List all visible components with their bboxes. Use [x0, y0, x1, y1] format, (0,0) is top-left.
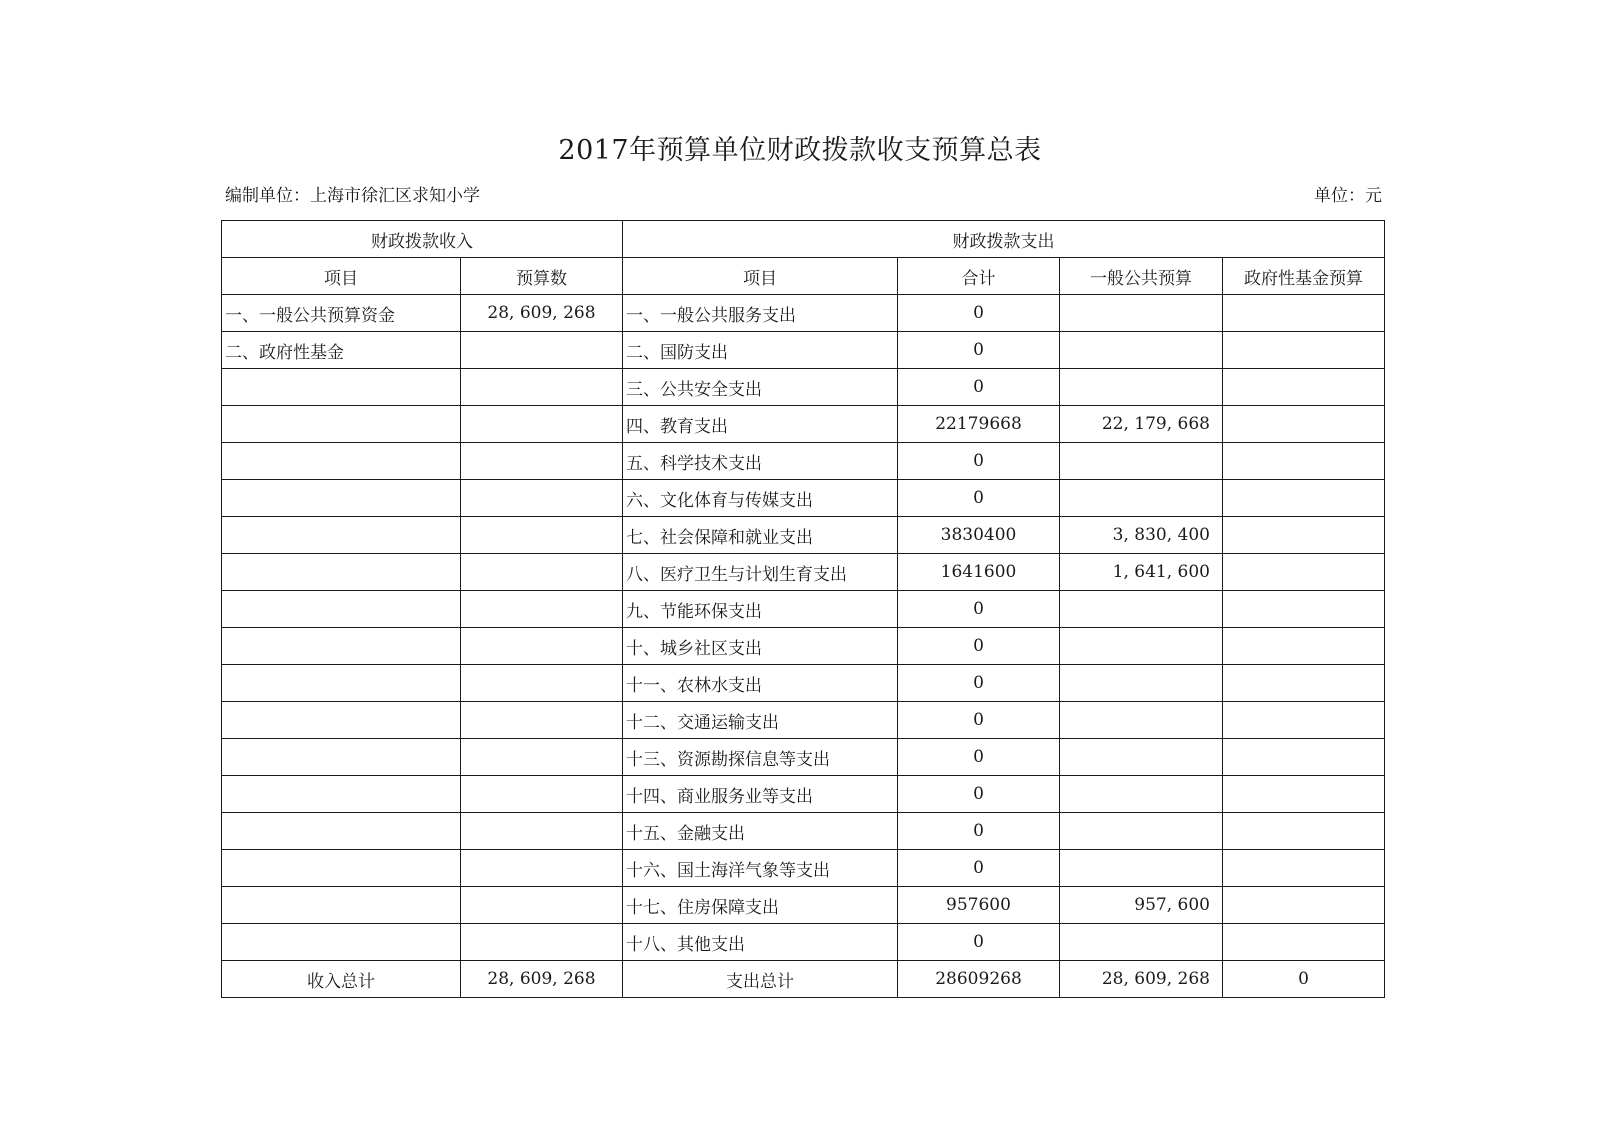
expense-total-cell: 0	[898, 739, 1060, 776]
expense-total-cell: 0	[898, 776, 1060, 813]
table-row	[222, 554, 1385, 591]
expense-general-cell	[1060, 850, 1223, 887]
expense-item-cell: 九、节能环保支出	[623, 591, 898, 628]
table-row	[222, 813, 1385, 850]
expense-item-cell: 四、教育支出	[623, 406, 898, 443]
income-amount-header: 预算数	[461, 258, 623, 295]
income-item-cell	[222, 813, 461, 850]
table-row	[222, 443, 1385, 480]
expense-general-cell: 3, 830, 400	[1060, 517, 1223, 554]
income-item-cell	[222, 369, 461, 406]
income-amount-cell	[461, 850, 623, 887]
expense-total-cell: 1641600	[898, 554, 1060, 591]
income-item-cell	[222, 628, 461, 665]
expense-fund-cell	[1223, 665, 1385, 702]
income-item-cell	[222, 554, 461, 591]
expense-general-cell	[1060, 776, 1223, 813]
expense-item-cell: 六、文化体育与传媒支出	[623, 480, 898, 517]
income-item-cell	[222, 480, 461, 517]
income-total-amount: 28, 609, 268	[461, 961, 623, 998]
table-row	[222, 480, 1385, 517]
expense-total-cell: 0	[898, 443, 1060, 480]
income-item-cell	[222, 443, 461, 480]
expense-fund-cell	[1223, 628, 1385, 665]
income-amount-cell	[461, 702, 623, 739]
expense-item-cell: 一、一般公共服务支出	[623, 295, 898, 332]
income-item-header: 项目	[222, 258, 461, 295]
table-row	[222, 591, 1385, 628]
income-total-label: 收入总计	[222, 961, 461, 998]
expense-fund-cell	[1223, 887, 1385, 924]
expense-general-cell	[1060, 702, 1223, 739]
income-amount-cell	[461, 517, 623, 554]
expense-general-header: 一般公共预算	[1060, 258, 1223, 295]
expense-item-cell: 十三、资源勘探信息等支出	[623, 739, 898, 776]
income-amount-cell	[461, 554, 623, 591]
expense-fund-cell	[1223, 813, 1385, 850]
income-amount-cell	[461, 887, 623, 924]
header-group-row	[222, 221, 1385, 258]
expense-item-cell: 十一、农林水支出	[623, 665, 898, 702]
compiling-unit: 编制单位：上海市徐汇区求知小学	[225, 186, 480, 206]
expense-general-cell	[1060, 628, 1223, 665]
income-item-cell	[222, 591, 461, 628]
expense-general-cell	[1060, 665, 1223, 702]
expense-fund-cell	[1223, 924, 1385, 961]
expense-fund-header: 政府性基金预算	[1223, 258, 1385, 295]
expense-general-cell: 1, 641, 600	[1060, 554, 1223, 591]
expense-general-cell: 22, 179, 668	[1060, 406, 1223, 443]
income-amount-cell	[461, 776, 623, 813]
expense-fund-cell	[1223, 517, 1385, 554]
expense-total-cell: 0	[898, 332, 1060, 369]
expense-fund-cell	[1223, 850, 1385, 887]
expense-total-cell: 0	[898, 480, 1060, 517]
expense-total-cell: 0	[898, 813, 1060, 850]
table-row	[222, 517, 1385, 554]
income-amount-cell	[461, 924, 623, 961]
expense-total-cell: 957600	[898, 887, 1060, 924]
table-row	[222, 406, 1385, 443]
income-item-cell	[222, 517, 461, 554]
expense-item-cell: 二、国防支出	[623, 332, 898, 369]
expense-total-cell: 0	[898, 924, 1060, 961]
income-item-cell	[222, 665, 461, 702]
income-item-cell: 二、政府性基金	[222, 332, 461, 369]
table-row	[222, 887, 1385, 924]
expense-total-cell: 22179668	[898, 406, 1060, 443]
expense-general-cell	[1060, 369, 1223, 406]
expense-fund-total: 0	[1223, 961, 1385, 998]
table-row	[222, 665, 1385, 702]
header-column-row	[222, 258, 1385, 295]
table-row	[222, 369, 1385, 406]
income-group-header: 财政拨款收入	[222, 221, 623, 258]
expense-fund-cell	[1223, 295, 1385, 332]
expense-total-cell: 0	[898, 591, 1060, 628]
table-row	[222, 332, 1385, 369]
expense-general-cell	[1060, 480, 1223, 517]
expense-fund-cell	[1223, 591, 1385, 628]
expense-total-cell: 0	[898, 702, 1060, 739]
expense-general-cell: 957, 600	[1060, 887, 1223, 924]
income-amount-cell	[461, 406, 623, 443]
table-row	[222, 776, 1385, 813]
expense-item-cell: 八、医疗卫生与计划生育支出	[623, 554, 898, 591]
table-row	[222, 924, 1385, 961]
income-item-cell	[222, 850, 461, 887]
expense-total-cell: 0	[898, 628, 1060, 665]
income-item-cell	[222, 887, 461, 924]
expense-item-cell: 十、城乡社区支出	[623, 628, 898, 665]
budget-table	[221, 220, 1385, 998]
income-amount-cell	[461, 591, 623, 628]
expense-total-label: 支出总计	[623, 961, 898, 998]
income-amount-cell	[461, 369, 623, 406]
expense-general-cell	[1060, 924, 1223, 961]
expense-item-cell: 十六、国土海洋气象等支出	[623, 850, 898, 887]
expense-fund-cell	[1223, 332, 1385, 369]
income-amount-cell	[461, 665, 623, 702]
expense-fund-cell	[1223, 369, 1385, 406]
income-item-cell	[222, 406, 461, 443]
expense-fund-cell	[1223, 480, 1385, 517]
expense-total-cell: 0	[898, 850, 1060, 887]
expense-fund-cell	[1223, 406, 1385, 443]
expense-general-cell	[1060, 739, 1223, 776]
expense-item-cell: 五、科学技术支出	[623, 443, 898, 480]
table-row	[222, 739, 1385, 776]
expense-general-total: 28, 609, 268	[1060, 961, 1223, 998]
income-item-cell	[222, 776, 461, 813]
income-amount-cell	[461, 813, 623, 850]
expense-general-cell	[1060, 591, 1223, 628]
expense-fund-cell	[1223, 554, 1385, 591]
income-amount-cell	[461, 628, 623, 665]
expense-total-cell: 0	[898, 295, 1060, 332]
expense-item-cell: 十七、住房保障支出	[623, 887, 898, 924]
expense-total-cell: 0	[898, 665, 1060, 702]
expense-item-cell: 十八、其他支出	[623, 924, 898, 961]
table-row	[222, 702, 1385, 739]
income-item-cell	[222, 702, 461, 739]
expense-total-cell: 3830400	[898, 517, 1060, 554]
expense-fund-cell	[1223, 776, 1385, 813]
expense-item-header: 项目	[623, 258, 898, 295]
expense-item-cell: 十二、交通运输支出	[623, 702, 898, 739]
expense-fund-cell	[1223, 739, 1385, 776]
expense-item-cell: 十四、商业服务业等支出	[623, 776, 898, 813]
expense-item-cell: 三、公共安全支出	[623, 369, 898, 406]
expense-total-amount: 28609268	[898, 961, 1060, 998]
totals-row	[222, 961, 1385, 998]
expense-general-cell	[1060, 295, 1223, 332]
expense-general-cell	[1060, 813, 1223, 850]
page-title: 2017年预算单位财政拨款收支预算总表	[558, 135, 1042, 166]
expense-fund-cell	[1223, 443, 1385, 480]
expense-group-header: 财政拨款支出	[623, 221, 1385, 258]
expense-fund-cell	[1223, 702, 1385, 739]
table-row	[222, 850, 1385, 887]
income-item-cell	[222, 924, 461, 961]
income-amount-cell	[461, 739, 623, 776]
expense-total-header: 合计	[898, 258, 1060, 295]
table-row	[222, 295, 1385, 332]
income-item-cell: 一、一般公共预算资金	[222, 295, 461, 332]
currency-unit: 单位：元	[1314, 186, 1382, 206]
expense-general-cell	[1060, 443, 1223, 480]
income-amount-cell: 28, 609, 268	[461, 295, 623, 332]
expense-general-cell	[1060, 332, 1223, 369]
income-item-cell	[222, 739, 461, 776]
expense-total-cell: 0	[898, 369, 1060, 406]
income-amount-cell	[461, 332, 623, 369]
income-amount-cell	[461, 480, 623, 517]
expense-item-cell: 十五、金融支出	[623, 813, 898, 850]
expense-item-cell: 七、社会保障和就业支出	[623, 517, 898, 554]
income-amount-cell	[461, 443, 623, 480]
table-row	[222, 628, 1385, 665]
